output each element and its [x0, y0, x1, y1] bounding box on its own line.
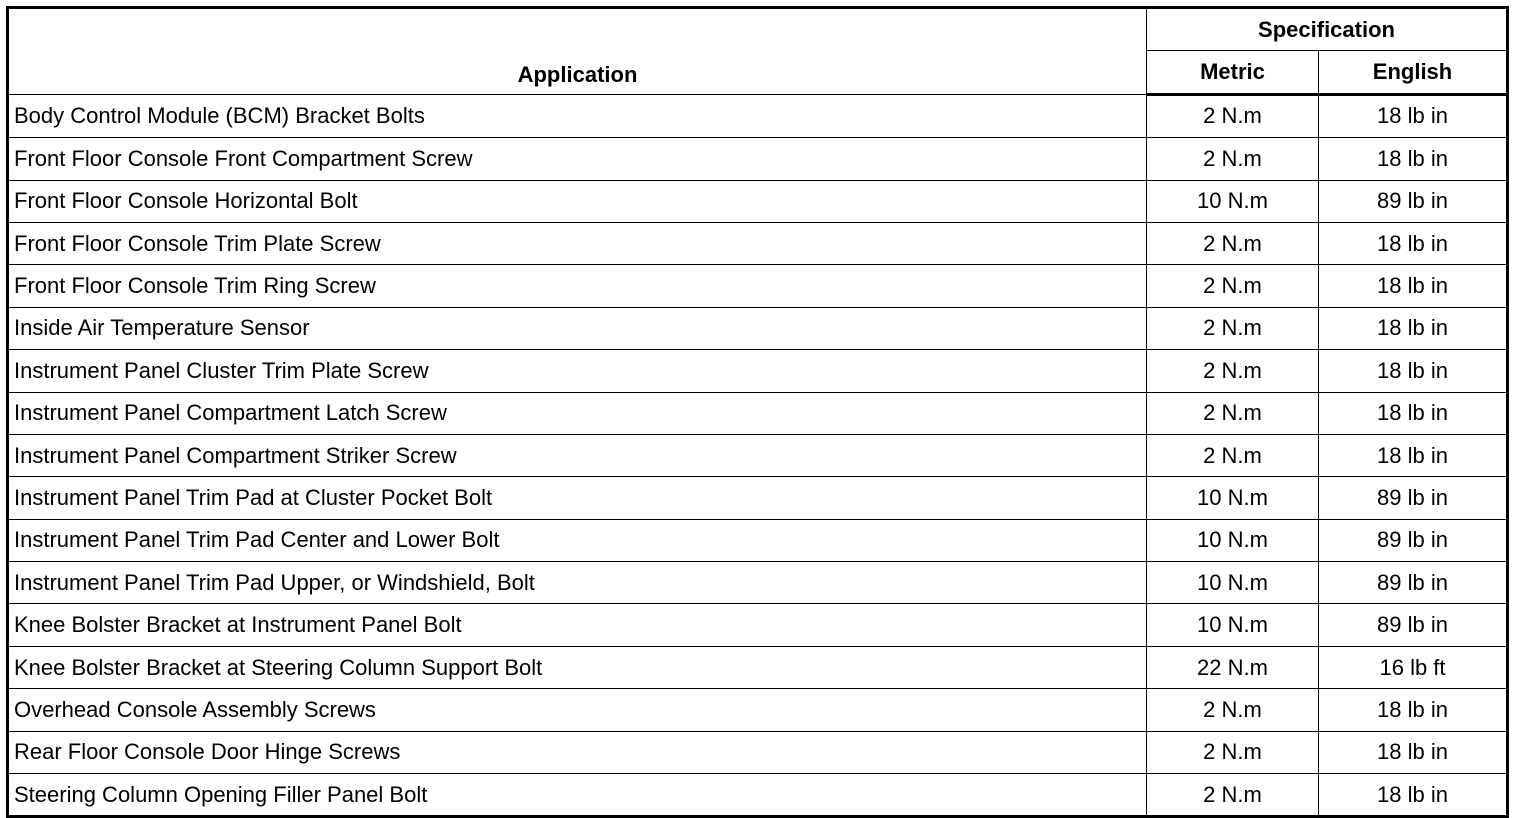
table-row — [8, 265, 1508, 307]
application-cell: Knee Bolster Bracket at Steering Column Support Bolt — [8, 646, 1147, 688]
english-header: English — [1319, 51, 1508, 94]
english-cell: 89 lb in — [1319, 562, 1508, 604]
english-cell: 18 lb in — [1319, 434, 1508, 476]
table-row — [8, 94, 1508, 137]
english-cell: 18 lb in — [1319, 774, 1508, 817]
table-row — [8, 434, 1508, 476]
metric-cell: 2 N.m — [1147, 265, 1319, 307]
table-row — [8, 350, 1508, 392]
specification-header: Specification — [1147, 8, 1508, 51]
application-cell: Instrument Panel Compartment Latch Screw — [8, 392, 1147, 434]
metric-cell: 2 N.m — [1147, 94, 1319, 137]
application-cell: Instrument Panel Compartment Striker Screw — [8, 434, 1147, 476]
table-row — [8, 562, 1508, 604]
table-body — [8, 94, 1508, 817]
table-row — [8, 392, 1508, 434]
application-cell: Front Floor Console Trim Plate Screw — [8, 222, 1147, 264]
metric-cell: 10 N.m — [1147, 180, 1319, 222]
table-row — [8, 604, 1508, 646]
application-cell: Inside Air Temperature Sensor — [8, 307, 1147, 349]
metric-cell: 2 N.m — [1147, 774, 1319, 817]
table-row — [8, 307, 1508, 349]
metric-cell: 2 N.m — [1147, 307, 1319, 349]
table-row — [8, 138, 1508, 180]
table-row — [8, 180, 1508, 222]
metric-cell: 10 N.m — [1147, 604, 1319, 646]
metric-cell: 2 N.m — [1147, 731, 1319, 773]
metric-cell: 10 N.m — [1147, 519, 1319, 561]
table-row — [8, 519, 1508, 561]
metric-cell: 2 N.m — [1147, 138, 1319, 180]
application-cell: Body Control Module (BCM) Bracket Bolts — [8, 94, 1147, 137]
english-cell: 18 lb in — [1319, 138, 1508, 180]
metric-cell: 10 N.m — [1147, 562, 1319, 604]
application-cell: Instrument Panel Cluster Trim Plate Screw — [8, 350, 1147, 392]
english-cell: 89 lb in — [1319, 180, 1508, 222]
application-header: Application — [8, 8, 1147, 95]
english-cell: 89 lb in — [1319, 519, 1508, 561]
metric-cell: 2 N.m — [1147, 689, 1319, 731]
application-cell: Instrument Panel Trim Pad Center and Lower Bolt — [8, 519, 1147, 561]
english-cell: 89 lb in — [1319, 604, 1508, 646]
table-row — [8, 222, 1508, 264]
table-header — [8, 8, 1508, 95]
application-cell: Front Floor Console Trim Ring Screw — [8, 265, 1147, 307]
english-cell: 18 lb in — [1319, 731, 1508, 773]
application-cell: Front Floor Console Horizontal Bolt — [8, 180, 1147, 222]
metric-cell: 2 N.m — [1147, 392, 1319, 434]
english-cell: 18 lb in — [1319, 94, 1508, 137]
application-cell: Instrument Panel Trim Pad at Cluster Pocket Bolt — [8, 477, 1147, 519]
application-cell: Steering Column Opening Filler Panel Bolt — [8, 774, 1147, 817]
english-cell: 16 lb ft — [1319, 646, 1508, 688]
english-cell: 18 lb in — [1319, 350, 1508, 392]
table-row — [8, 689, 1508, 731]
application-cell: Rear Floor Console Door Hinge Screws — [8, 731, 1147, 773]
english-cell: 89 lb in — [1319, 477, 1508, 519]
english-cell: 18 lb in — [1319, 392, 1508, 434]
table-row — [8, 477, 1508, 519]
english-cell: 18 lb in — [1319, 222, 1508, 264]
metric-cell: 10 N.m — [1147, 477, 1319, 519]
table-row — [8, 774, 1508, 817]
metric-cell: 2 N.m — [1147, 434, 1319, 476]
application-cell: Overhead Console Assembly Screws — [8, 689, 1147, 731]
metric-header: Metric — [1147, 51, 1319, 94]
english-cell: 18 lb in — [1319, 689, 1508, 731]
application-cell: Instrument Panel Trim Pad Upper, or Windshield, Bolt — [8, 562, 1147, 604]
table-row — [8, 731, 1508, 773]
application-cell: Knee Bolster Bracket at Instrument Panel Bolt — [8, 604, 1147, 646]
english-cell: 18 lb in — [1319, 265, 1508, 307]
application-cell: Front Floor Console Front Compartment Screw — [8, 138, 1147, 180]
table-row — [8, 646, 1508, 688]
metric-cell: 2 N.m — [1147, 222, 1319, 264]
metric-cell: 2 N.m — [1147, 350, 1319, 392]
metric-cell: 22 N.m — [1147, 646, 1319, 688]
english-cell: 18 lb in — [1319, 307, 1508, 349]
torque-spec-table — [6, 6, 1509, 818]
